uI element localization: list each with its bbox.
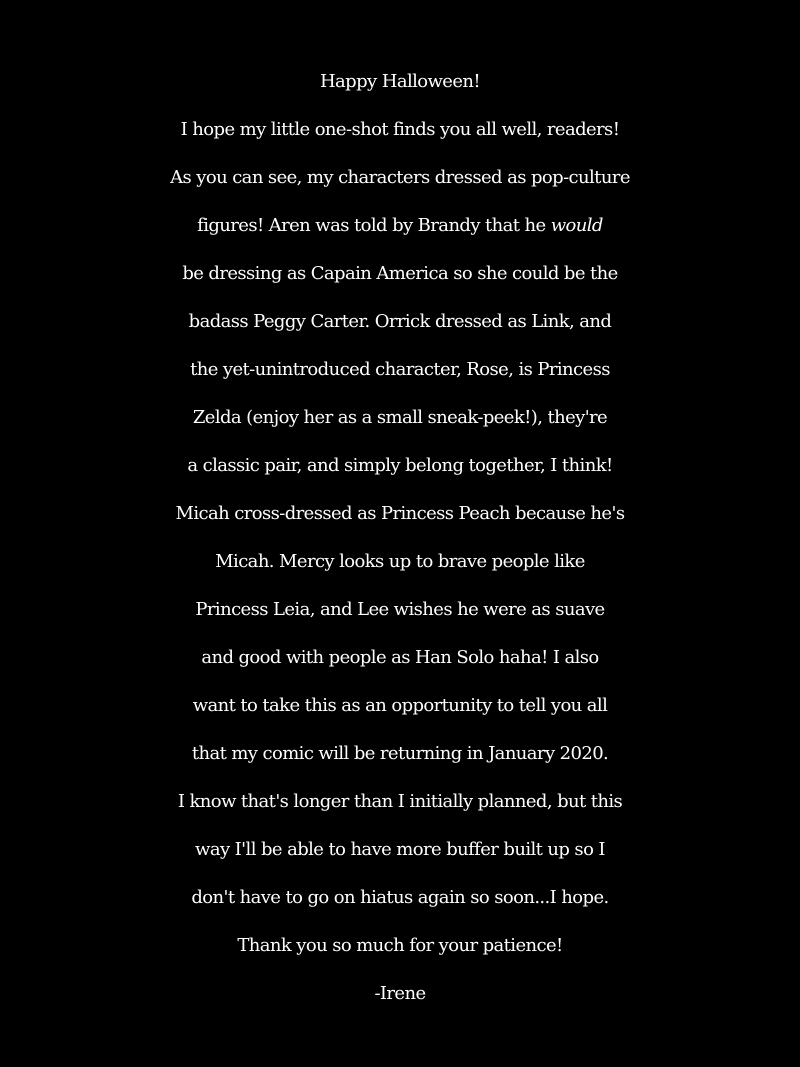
note-line: want to take this as an opportunity to tell you all [192, 695, 608, 716]
note-line-thanks: Thank you so much for your patience! [237, 935, 563, 956]
note-line: badass Peggy Carter. Orrick dressed as Link, and [188, 311, 612, 332]
note-line: be dressing as Capain America so she could be the [182, 263, 618, 284]
note-line: a classic pair, and simply belong together, I think! [187, 455, 613, 476]
note-line: As you can see, my characters dressed as pop-culture [170, 167, 630, 188]
note-line: that my comic will be returning in January 2020. [191, 743, 609, 764]
note-line: Princess Leia, and Lee wishes he were as suave [195, 599, 605, 620]
note-line: don't have to go on hiatus again so soon...I hope. [191, 887, 609, 908]
note-line-text: figures! Aren was told by Brandy that he [197, 215, 551, 236]
note-line-greeting: Happy Halloween! [319, 71, 481, 92]
emphasized-word: would [550, 215, 603, 236]
note-signature: -Irene [374, 983, 426, 1004]
note-line: I hope my little one-shot finds you all well, readers! [180, 119, 620, 140]
halloween-note [0, 58, 800, 1018]
note-line: I know that's longer than I initially planned, but this [177, 791, 623, 812]
note-line: Micah cross-dressed as Princess Peach because he's [175, 503, 625, 524]
note-line: the yet-unintroduced character, Rose, is Princess [190, 359, 610, 380]
note-line: Zelda (enjoy her as a small sneak-peek!), they're [192, 407, 608, 428]
note-line: Micah. Mercy looks up to brave people like [215, 551, 585, 572]
note-line: and good with people as Han Solo haha! I also [201, 647, 599, 668]
note-line: way I'll be able to have more buffer built up so I [195, 839, 605, 860]
note-line [0, 202, 800, 250]
